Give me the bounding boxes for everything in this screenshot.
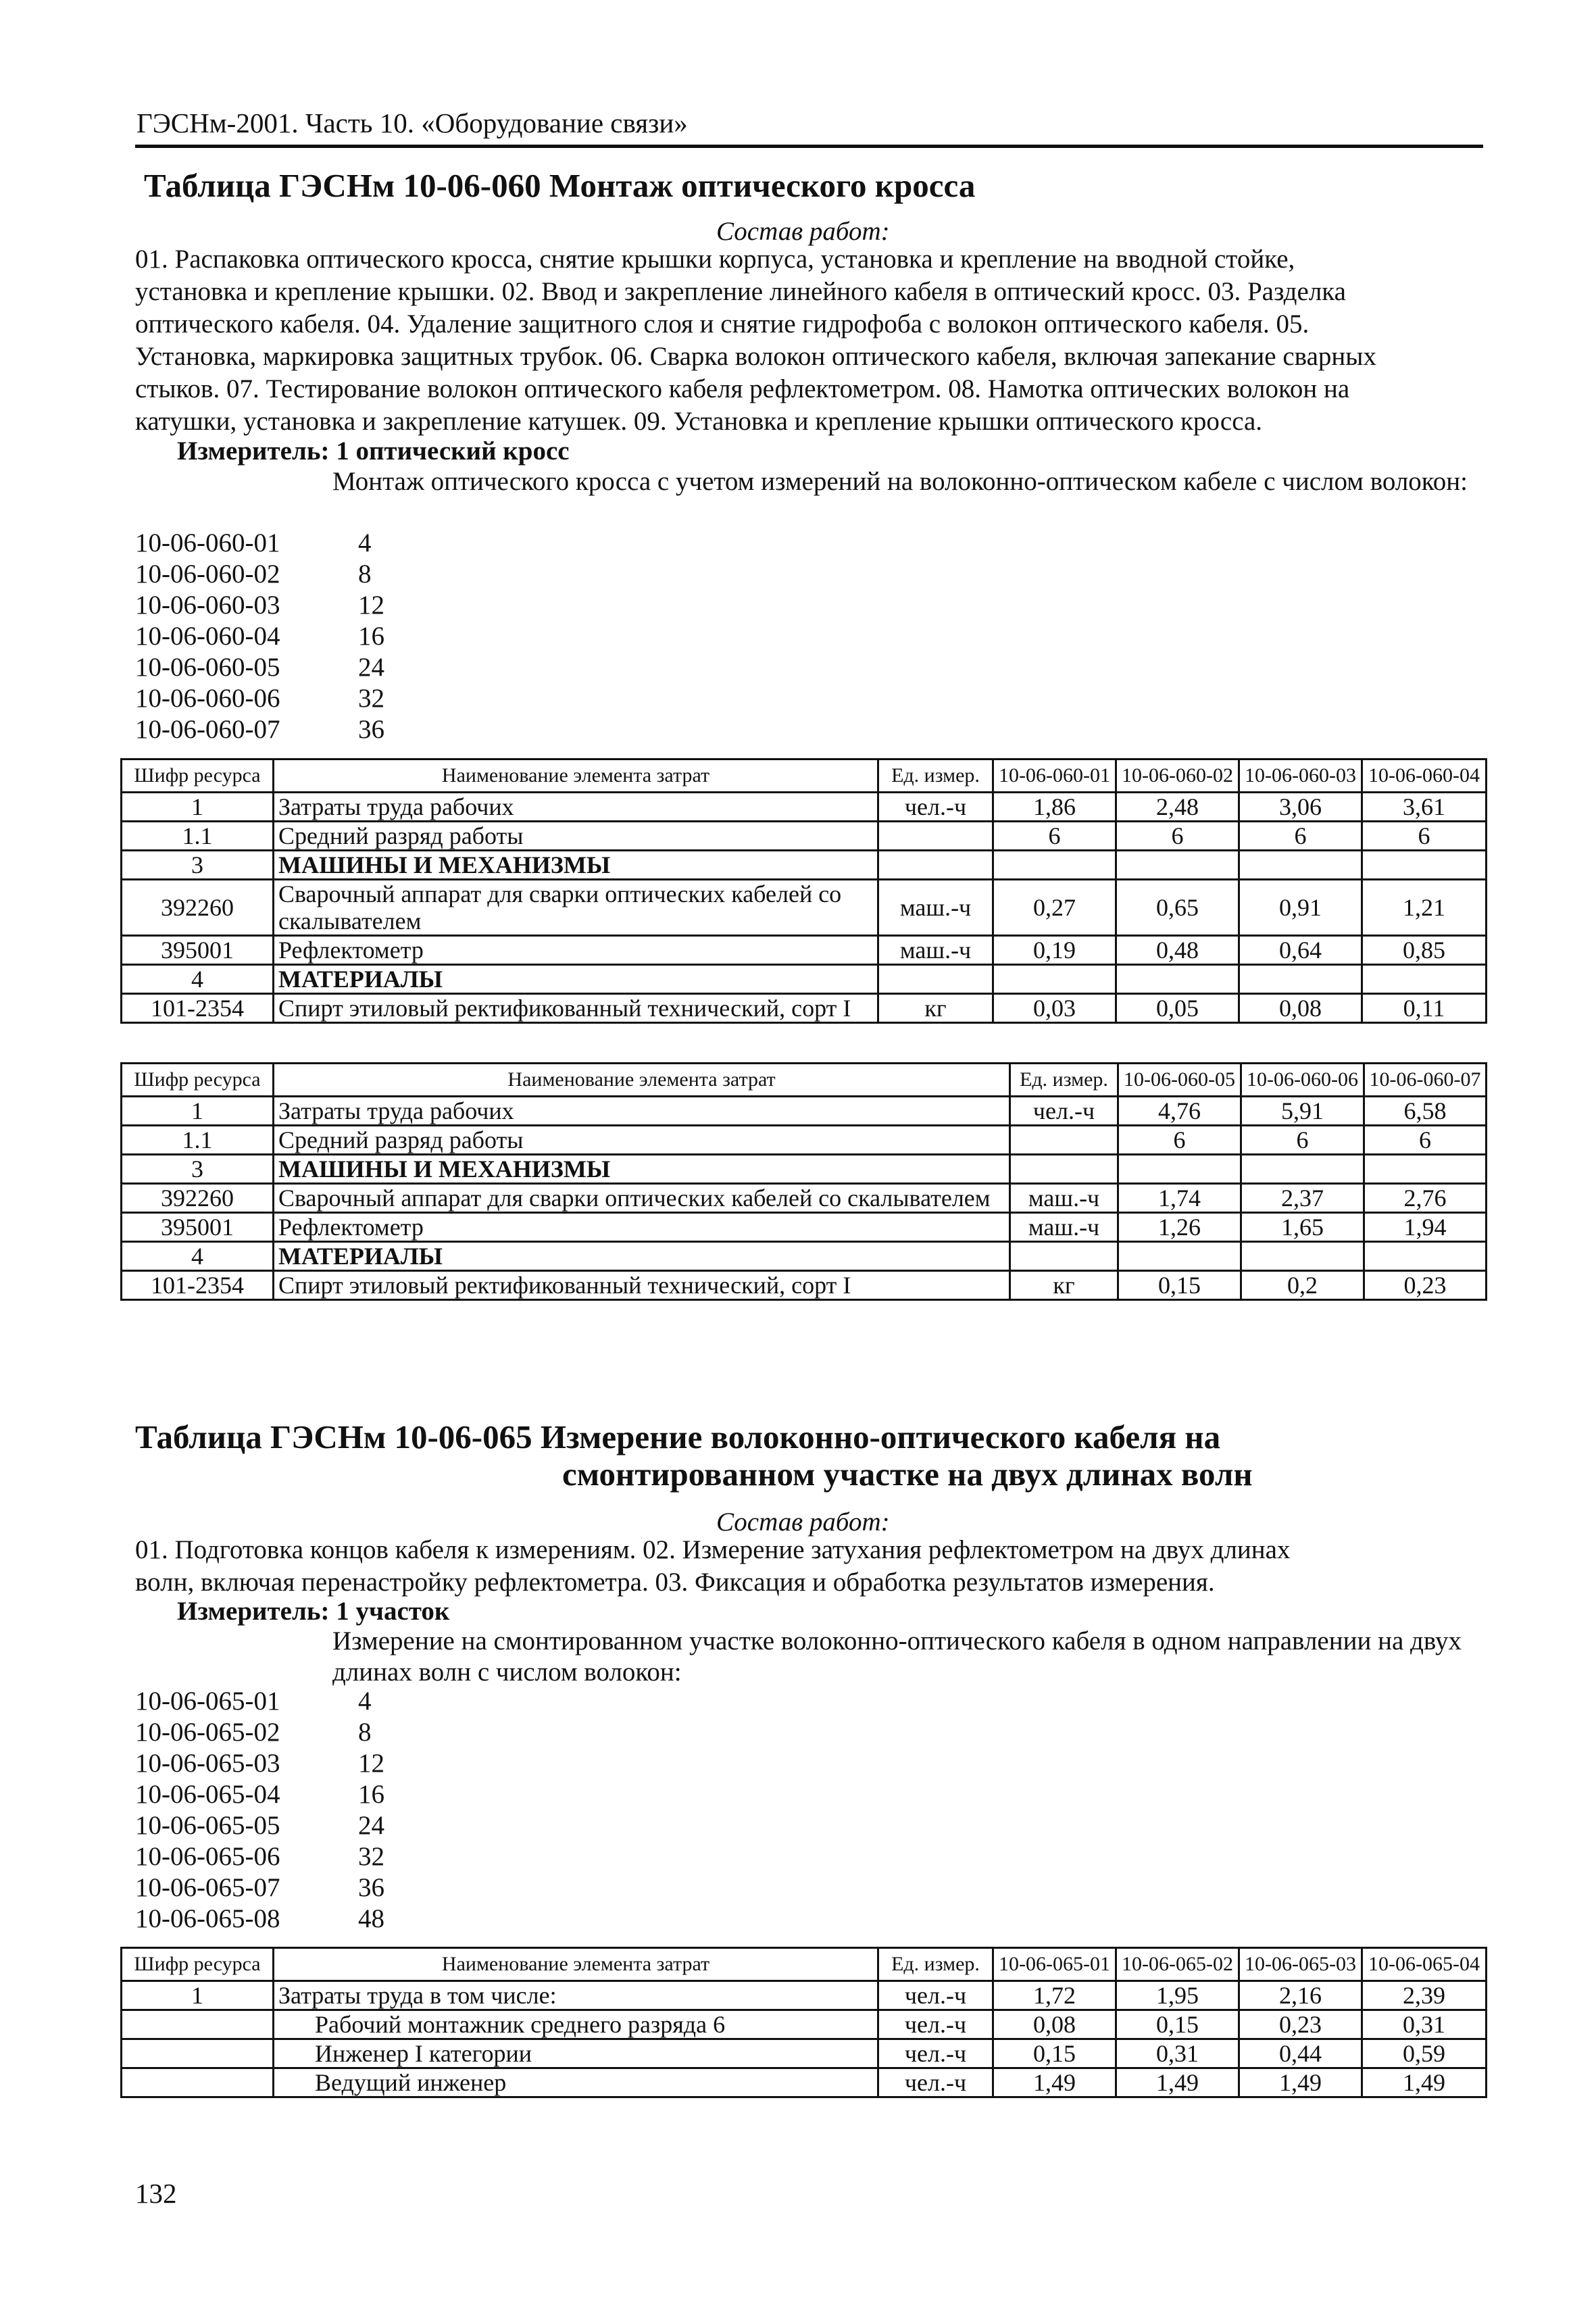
norm-value: 1,74 bbox=[1118, 1184, 1241, 1213]
table-category-row bbox=[122, 1155, 1487, 1184]
fiber-count: 36 bbox=[358, 715, 384, 744]
fiber-count: 8 bbox=[358, 559, 372, 589]
unit bbox=[878, 965, 993, 994]
description-line: волн, включая перенастройку рефлектометра. 03. Фиксация и обработка результатов измерения. bbox=[135, 1568, 1215, 1597]
table-060-intro: Монтаж оптического кросса с учетом измерений на волоконно-оптическом кабеле с числом волокон: bbox=[332, 467, 1468, 496]
code-row bbox=[135, 652, 384, 683]
norm-value: 0,08 bbox=[993, 2010, 1116, 2039]
table-060-code-list bbox=[135, 528, 384, 745]
table-row bbox=[122, 880, 1487, 936]
header-unit: Ед. измер. bbox=[878, 1948, 993, 1981]
table-row bbox=[122, 1981, 1487, 2010]
code-row bbox=[135, 1872, 384, 1903]
header-norm-code: 10-06-060-05 bbox=[1118, 1064, 1241, 1097]
item-code: 10-06-065-01 bbox=[135, 1687, 280, 1716]
header-norm-code: 10-06-060-02 bbox=[1116, 760, 1239, 793]
unit bbox=[1010, 1242, 1118, 1271]
resource-code bbox=[122, 2068, 274, 2097]
item-code: 10-06-060-02 bbox=[135, 559, 280, 589]
resource-code: 1 bbox=[122, 793, 274, 822]
norm-value bbox=[1239, 851, 1362, 880]
table-row bbox=[122, 1184, 1487, 1213]
table-row bbox=[122, 822, 1487, 851]
item-code: 10-06-060-04 bbox=[135, 622, 280, 651]
resource-code: 3 bbox=[122, 851, 274, 880]
table-row bbox=[122, 793, 1487, 822]
fiber-count: 24 bbox=[358, 1811, 384, 1840]
code-row bbox=[135, 1810, 384, 1841]
norm-value: 1,49 bbox=[1116, 2068, 1239, 2097]
header-norm-code: 10-06-060-04 bbox=[1362, 760, 1487, 793]
table-row bbox=[122, 2068, 1487, 2097]
unit: маш.-ч bbox=[878, 936, 993, 965]
resource-code: 4 bbox=[122, 1242, 274, 1271]
norm-value: 0,11 bbox=[1362, 994, 1487, 1023]
code-row bbox=[135, 559, 384, 590]
norm-value: 0,23 bbox=[1364, 1271, 1487, 1300]
table-header-row bbox=[122, 760, 1487, 793]
header-unit: Ед. измер. bbox=[1010, 1064, 1118, 1097]
table-060-description bbox=[135, 243, 1478, 438]
norm-value: 0,59 bbox=[1362, 2039, 1487, 2068]
code-row bbox=[135, 683, 384, 714]
table-category-row bbox=[122, 965, 1487, 994]
norm-value: 0,85 bbox=[1362, 936, 1487, 965]
resource-code: 101-2354 bbox=[122, 994, 274, 1023]
norm-value: 0,15 bbox=[1118, 1271, 1241, 1300]
norm-value bbox=[993, 851, 1116, 880]
description-line: оптического кабеля. 04. Удаление защитного слоя и снятие гидрофоба с волокон оптического кабеля. 05. bbox=[135, 309, 1310, 339]
norm-value: 1,49 bbox=[1362, 2068, 1487, 2097]
item-code: 10-06-065-08 bbox=[135, 1904, 280, 1933]
cost-element-name: Рефлектометр bbox=[274, 1213, 1010, 1242]
resource-code: 1 bbox=[122, 1097, 274, 1126]
norm-value: 1,49 bbox=[1239, 2068, 1362, 2097]
norm-value: 0,31 bbox=[1362, 2010, 1487, 2039]
norm-value: 1,65 bbox=[1241, 1213, 1364, 1242]
table-header-row bbox=[122, 1064, 1487, 1097]
unit: чел.-ч bbox=[878, 2068, 993, 2097]
table-header-row bbox=[122, 1948, 1487, 1981]
norm-value: 1,21 bbox=[1362, 880, 1487, 936]
unit: чел.-ч bbox=[878, 2039, 993, 2068]
unit: кг bbox=[1010, 1271, 1118, 1300]
norm-value: 0,2 bbox=[1241, 1271, 1364, 1300]
norm-value: 0,44 bbox=[1239, 2039, 1362, 2068]
norm-value: 6 bbox=[1116, 822, 1239, 851]
resource-code bbox=[122, 2039, 274, 2068]
norm-value: 6 bbox=[1362, 822, 1487, 851]
norm-value: 1,49 bbox=[993, 2068, 1116, 2097]
code-row bbox=[135, 1841, 384, 1872]
item-code: 10-06-065-06 bbox=[135, 1842, 280, 1871]
item-code: 10-06-060-05 bbox=[135, 653, 280, 682]
resource-code: 4 bbox=[122, 965, 274, 994]
header-resource-code: Шифр ресурса bbox=[122, 1948, 274, 1981]
norm-value: 0,91 bbox=[1239, 880, 1362, 936]
table-060-resources-b bbox=[120, 1062, 1487, 1301]
resource-code bbox=[122, 2010, 274, 2039]
cost-element-name: Ведущий инженер bbox=[274, 2068, 878, 2097]
header-norm-code: 10-06-060-01 bbox=[993, 760, 1116, 793]
header-unit: Ед. измер. bbox=[878, 760, 993, 793]
header-norm-code: 10-06-065-04 bbox=[1362, 1948, 1487, 1981]
item-code: 10-06-060-07 bbox=[135, 715, 280, 744]
unit: чел.-ч bbox=[878, 2010, 993, 2039]
item-code: 10-06-065-05 bbox=[135, 1811, 280, 1840]
norm-value: 6 bbox=[993, 822, 1116, 851]
fiber-count: 4 bbox=[358, 528, 372, 557]
resource-code: 1.1 bbox=[122, 822, 274, 851]
norm-value: 0,27 bbox=[993, 880, 1116, 936]
fiber-count: 24 bbox=[358, 653, 384, 682]
page-number: 132 bbox=[135, 2178, 177, 2209]
resource-code: 1 bbox=[122, 1981, 274, 2010]
table-060-resources-a bbox=[120, 758, 1487, 1024]
unit: чел.-ч bbox=[1010, 1097, 1118, 1126]
norm-value: 3,06 bbox=[1239, 793, 1362, 822]
cost-element-name: Средний разряд работы bbox=[274, 1126, 1010, 1155]
norm-value bbox=[1118, 1155, 1241, 1184]
fiber-count: 16 bbox=[358, 622, 384, 651]
norm-value bbox=[1241, 1155, 1364, 1184]
fiber-count: 32 bbox=[358, 684, 384, 713]
norm-value: 0,23 bbox=[1239, 2010, 1362, 2039]
item-code: 10-06-065-02 bbox=[135, 1718, 280, 1747]
norm-value: 6,58 bbox=[1364, 1097, 1487, 1126]
table-065-title-line1: Таблица ГЭСНм 10-06-065 Измерение волоконно-оптического кабеля на bbox=[135, 1418, 1221, 1455]
description-line: 01. Подготовка концов кабеля к измерениям. 02. Измерение затухания рефлектометром на двух длинах bbox=[135, 1535, 1291, 1564]
table-060-title: Таблица ГЭСНм 10-06-060 Монтаж оптического кросса bbox=[144, 167, 976, 204]
resource-code: 395001 bbox=[122, 1213, 274, 1242]
unit: чел.-ч bbox=[878, 1981, 993, 2010]
unit: чел.-ч bbox=[878, 793, 993, 822]
norm-value: 0,15 bbox=[1116, 2010, 1239, 2039]
cost-element-name: МАШИНЫ И МЕХАНИЗМЫ bbox=[274, 851, 878, 880]
cost-element-name: Затраты труда в том числе: bbox=[274, 1981, 878, 2010]
item-code: 10-06-065-03 bbox=[135, 1749, 280, 1778]
norm-value: 6 bbox=[1239, 822, 1362, 851]
norm-value: 2,39 bbox=[1362, 1981, 1487, 2010]
norm-value: 0,31 bbox=[1116, 2039, 1239, 2068]
table-065-code-list bbox=[135, 1686, 384, 1935]
norm-value bbox=[1241, 1242, 1364, 1271]
norm-value bbox=[1362, 965, 1487, 994]
table-category-row bbox=[122, 851, 1487, 880]
norm-value: 2,76 bbox=[1364, 1184, 1487, 1213]
description-line: Установка, маркировка защитных трубок. 06. Сварка волокон оптического кабеля, включая запекание сварных bbox=[135, 342, 1376, 371]
norm-value: 5,91 bbox=[1241, 1097, 1364, 1126]
fiber-count: 16 bbox=[358, 1780, 384, 1809]
table-065-title-line2: смонтированном участке на двух длинах волн bbox=[562, 1455, 1253, 1493]
table-065-resources bbox=[120, 1947, 1487, 2098]
cost-element-name: Затраты труда рабочих bbox=[274, 1097, 1010, 1126]
description-line: 01. Распаковка оптического кросса, снятие крышки корпуса, установка и крепление на вводной стойке, bbox=[135, 245, 1295, 274]
norm-value bbox=[1116, 851, 1239, 880]
table-row bbox=[122, 936, 1487, 965]
item-code: 10-06-065-04 bbox=[135, 1780, 280, 1809]
cost-element-name: Спирт этиловый ректификованный технический, сорт I bbox=[274, 994, 878, 1023]
norm-value bbox=[993, 965, 1116, 994]
code-row bbox=[135, 621, 384, 652]
table-row bbox=[122, 1126, 1487, 1155]
table-065-intro: Измерение на смонтированном участке волоконно-оптического кабеля в одном направлении на двух длинах волн с числом волокон: bbox=[332, 1626, 1462, 1687]
norm-value bbox=[1239, 965, 1362, 994]
fiber-count: 48 bbox=[358, 1904, 384, 1933]
cost-element-name: Инженер I категории bbox=[274, 2039, 878, 2068]
cost-element-name: Рефлектометр bbox=[274, 936, 878, 965]
table-060-meter: Измеритель: 1 оптический кросс bbox=[177, 437, 570, 466]
norm-value bbox=[1364, 1242, 1487, 1271]
fiber-count: 32 bbox=[358, 1842, 384, 1871]
cost-element-name: МАШИНЫ И МЕХАНИЗМЫ bbox=[274, 1155, 1010, 1184]
cost-element-name: Спирт этиловый ректификованный технический, сорт I bbox=[274, 1271, 1010, 1300]
norm-value: 6 bbox=[1118, 1126, 1241, 1155]
unit bbox=[878, 822, 993, 851]
header-cost-element: Наименование элемента затрат bbox=[274, 1948, 878, 1981]
cost-element-name: Средний разряд работы bbox=[274, 822, 878, 851]
norm-value bbox=[1116, 965, 1239, 994]
unit: маш.-ч bbox=[1010, 1184, 1118, 1213]
norm-value: 0,64 bbox=[1239, 936, 1362, 965]
unit bbox=[878, 851, 993, 880]
fiber-count: 36 bbox=[358, 1873, 384, 1902]
norm-value: 0,03 bbox=[993, 994, 1116, 1023]
norm-value: 0,19 bbox=[993, 936, 1116, 965]
norm-value: 1,72 bbox=[993, 1981, 1116, 2010]
norm-value: 6 bbox=[1241, 1126, 1364, 1155]
cost-element-name: Сварочный аппарат для сварки оптических кабелей со скалывателем bbox=[274, 880, 878, 936]
description-line: катушки, установка и закрепление катушек. 09. Установка и крепление крышки оптического кросса. bbox=[135, 407, 1263, 436]
running-header bbox=[135, 103, 1483, 148]
header-norm-code: 10-06-060-07 bbox=[1364, 1064, 1487, 1097]
norm-value bbox=[1362, 851, 1487, 880]
norm-value: 0,48 bbox=[1116, 936, 1239, 965]
unit bbox=[1010, 1126, 1118, 1155]
resource-code: 392260 bbox=[122, 1184, 274, 1213]
norm-value bbox=[1118, 1242, 1241, 1271]
norm-value: 2,37 bbox=[1241, 1184, 1364, 1213]
norm-value: 1,94 bbox=[1364, 1213, 1487, 1242]
description-line: стыков. 07. Тестирование волокон оптического кабеля рефлектометром. 08. Намотка оптических волокон на bbox=[135, 374, 1350, 403]
resource-code: 1.1 bbox=[122, 1126, 274, 1155]
table-row bbox=[122, 1271, 1487, 1300]
table-row bbox=[122, 2010, 1487, 2039]
norm-value: 1,86 bbox=[993, 793, 1116, 822]
table-row bbox=[122, 994, 1487, 1023]
cost-element-name: Сварочный аппарат для сварки оптических кабелей со скалывателем bbox=[274, 1184, 1010, 1213]
norm-value: 1,26 bbox=[1118, 1213, 1241, 1242]
fiber-count: 12 bbox=[358, 1749, 384, 1778]
code-row bbox=[135, 1903, 384, 1935]
unit: маш.-ч bbox=[878, 880, 993, 936]
table-065-meter: Измеритель: 1 участок bbox=[177, 1597, 450, 1626]
header-cost-element: Наименование элемента затрат bbox=[274, 760, 878, 793]
item-code: 10-06-060-03 bbox=[135, 591, 280, 620]
norm-value: 6 bbox=[1364, 1126, 1487, 1155]
fiber-count: 8 bbox=[358, 1718, 372, 1747]
resource-code: 3 bbox=[122, 1155, 274, 1184]
table-065-description bbox=[135, 1534, 1478, 1599]
code-row bbox=[135, 714, 384, 745]
cost-element-name: МАТЕРИАЛЫ bbox=[274, 965, 878, 994]
header-norm-code: 10-06-065-02 bbox=[1116, 1948, 1239, 1981]
code-row bbox=[135, 1779, 384, 1810]
unit bbox=[1010, 1155, 1118, 1184]
norm-value: 0,15 bbox=[993, 2039, 1116, 2068]
item-code: 10-06-060-06 bbox=[135, 684, 280, 713]
code-row bbox=[135, 528, 384, 559]
resource-code: 101-2354 bbox=[122, 1271, 274, 1300]
item-code: 10-06-060-01 bbox=[135, 528, 280, 557]
header-norm-code: 10-06-060-06 bbox=[1241, 1064, 1364, 1097]
norm-value: 1,95 bbox=[1116, 1981, 1239, 2010]
table-row bbox=[122, 1213, 1487, 1242]
header-cost-element: Наименование элемента затрат bbox=[274, 1064, 1010, 1097]
code-row bbox=[135, 590, 384, 621]
header-norm-code: 10-06-065-03 bbox=[1239, 1948, 1362, 1981]
norm-value: 0,65 bbox=[1116, 880, 1239, 936]
fiber-count: 4 bbox=[358, 1687, 372, 1716]
norm-value bbox=[1364, 1155, 1487, 1184]
norm-value: 2,48 bbox=[1116, 793, 1239, 822]
norm-value: 2,16 bbox=[1239, 1981, 1362, 2010]
running-header-text: ГЭСНм-2001. Часть 10. «Оборудование связи» bbox=[136, 107, 688, 139]
table-row bbox=[122, 2039, 1487, 2068]
cost-element-name: Рабочий монтажник среднего разряда 6 bbox=[274, 2010, 878, 2039]
norm-value: 3,61 bbox=[1362, 793, 1487, 822]
header-resource-code: Шифр ресурса bbox=[122, 1064, 274, 1097]
resource-code: 395001 bbox=[122, 936, 274, 965]
table-060-composition-label: Состав работ: bbox=[716, 217, 890, 246]
header-norm-code: 10-06-060-03 bbox=[1239, 760, 1362, 793]
header-resource-code: Шифр ресурса bbox=[122, 760, 274, 793]
code-row bbox=[135, 1717, 384, 1748]
table-065-composition-label: Состав работ: bbox=[716, 1508, 890, 1537]
table-row bbox=[122, 1097, 1487, 1126]
fiber-count: 12 bbox=[358, 591, 384, 620]
norm-value: 4,76 bbox=[1118, 1097, 1241, 1126]
header-norm-code: 10-06-065-01 bbox=[993, 1948, 1116, 1981]
item-code: 10-06-065-07 bbox=[135, 1873, 280, 1902]
norm-value: 0,08 bbox=[1239, 994, 1362, 1023]
code-row bbox=[135, 1686, 384, 1717]
unit: маш.-ч bbox=[1010, 1213, 1118, 1242]
unit: кг bbox=[878, 994, 993, 1023]
description-line: установка и крепление крышки. 02. Ввод и закрепление линейного кабеля в оптический кросс. 03. Разделка bbox=[135, 277, 1346, 306]
code-row bbox=[135, 1748, 384, 1779]
norm-value: 0,05 bbox=[1116, 994, 1239, 1023]
cost-element-name: МАТЕРИАЛЫ bbox=[274, 1242, 1010, 1271]
cost-element-name: Затраты труда рабочих bbox=[274, 793, 878, 822]
table-category-row bbox=[122, 1242, 1487, 1271]
resource-code: 392260 bbox=[122, 880, 274, 936]
